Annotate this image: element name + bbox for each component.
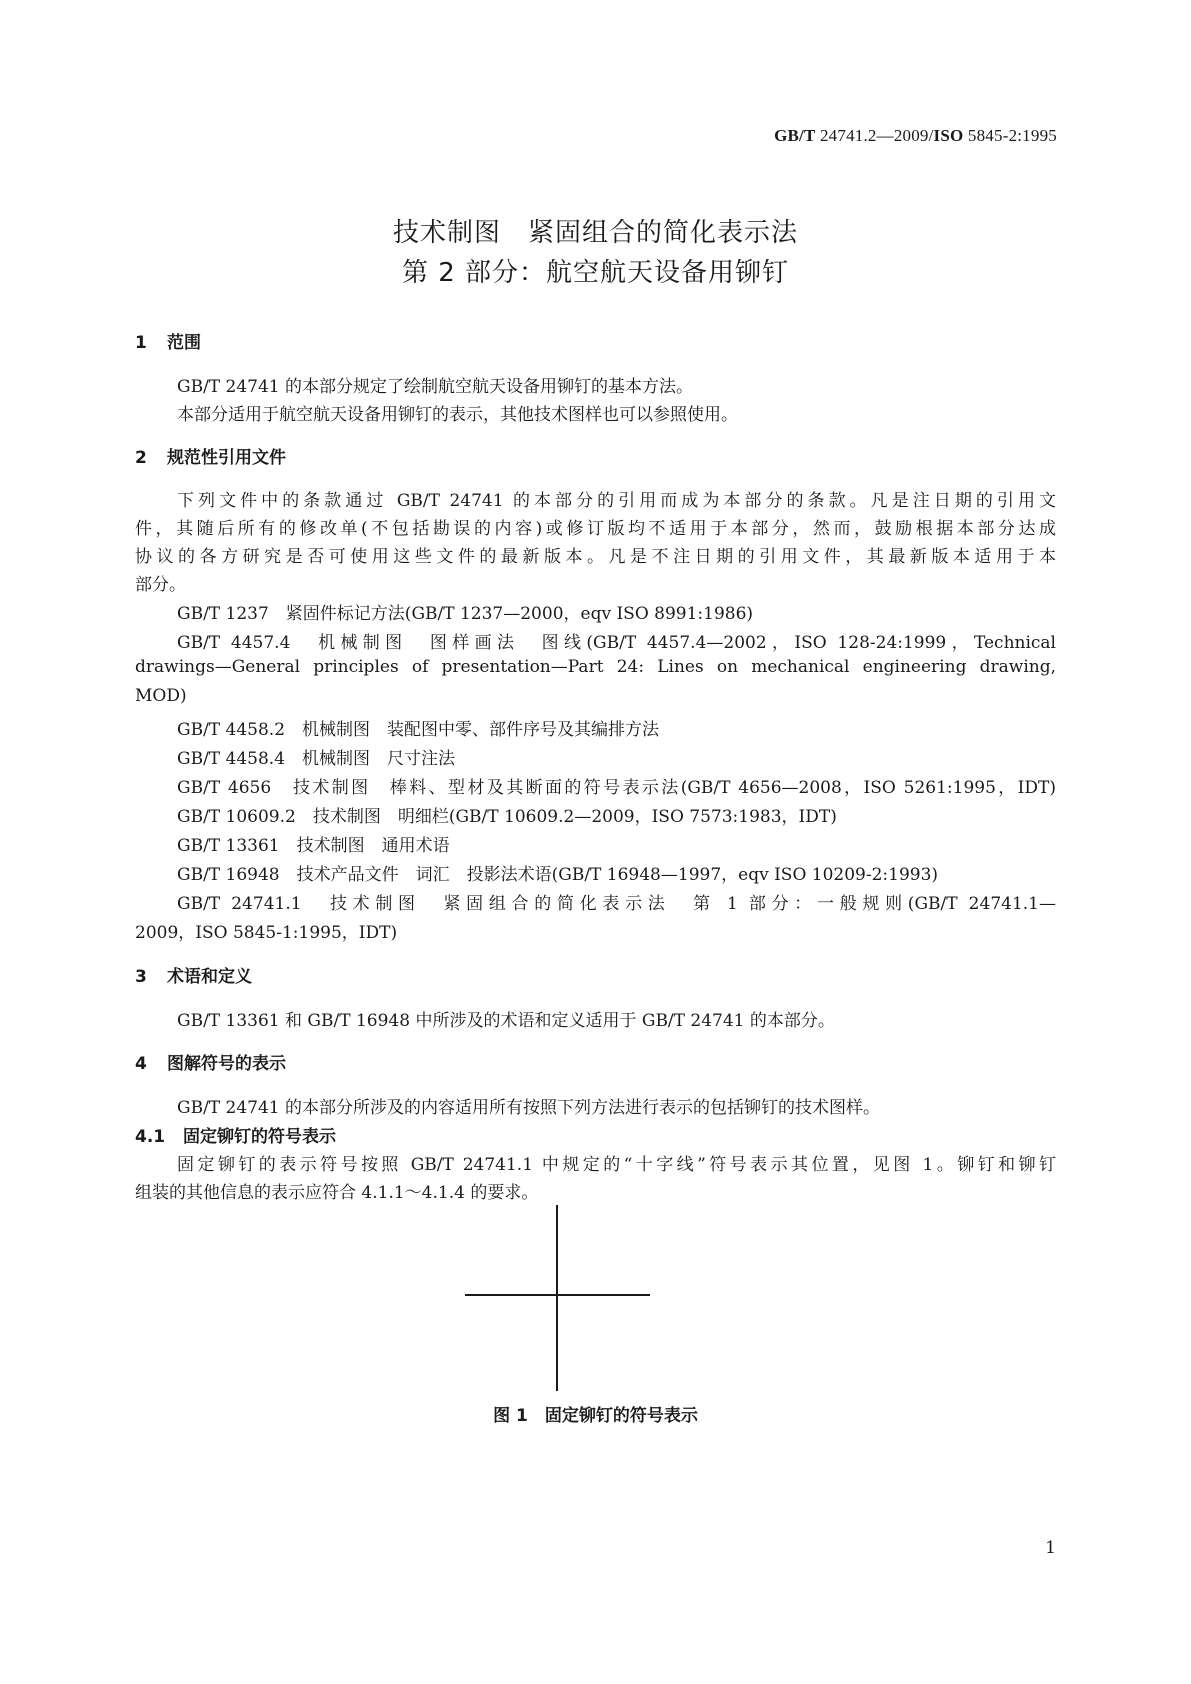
reference-item-continuation: drawings—General principles of presentation—Part 24: Lines on mechanical engineering drawing, — [135, 657, 1056, 677]
reference-item: GB/T 4656 技术制图 棒料、型材及其断面的符号表示法(GB/T 4656—2008，ISO 5261:1995，IDT) — [177, 778, 1056, 798]
reference-item-continuation: 2009，ISO 5845-1:1995，IDT) — [135, 923, 398, 943]
figure-1-caption: 图 1 固定铆钉的符号表示 — [493, 1406, 698, 1426]
section-4-paragraph: GB/T 24741 的本部分所涉及的内容适用所有按照下列方法进行表示的包括铆钉的技术图样。 — [177, 1098, 881, 1118]
section-3-paragraph: GB/T 13361 和 GB/T 16948 中所涉及的术语和定义适用于 GB/T 24741 的本部分。 — [177, 1011, 835, 1031]
subsection-4-1-heading: 4.1 固定铆钉的符号表示 — [135, 1127, 336, 1147]
section-2-intro-line-2: 件，其随后所有的修改单(不包括勘误的内容)或修订版均不适用于本部分，然而，鼓励根据本部分达成 — [135, 519, 1056, 539]
section-1-paragraph-1: GB/T 24741 的本部分规定了绘制航空航天设备用铆钉的基本方法。 — [177, 377, 694, 397]
reference-item: GB/T 24741.1 技术制图 紧固组合的简化表示法 第 1 部分：一般规则(GB/T 24741.1— — [177, 894, 1056, 914]
subsection-4-1-paragraph-line-1: 固定铆钉的表示符号按照 GB/T 24741.1 中规定的“十字线”符号表示其位置，见图 1。铆钉和铆钉 — [177, 1155, 1056, 1175]
section-2-intro-line-1: 下列文件中的条款通过 GB/T 24741 的本部分的引用而成为本部分的条款。凡是注日期的引用文 — [177, 491, 1056, 511]
reference-item-continuation: MOD) — [135, 686, 187, 706]
reference-item: GB/T 4458.4 机械制图 尺寸注法 — [177, 749, 456, 769]
reference-item: GB/T 16948 技术产品文件 词汇 投影法术语(GB/T 16948—1997，eqv ISO 10209-2:1993) — [177, 865, 939, 885]
subsection-4-1-paragraph-line-2: 组装的其他信息的表示应符合 4.1.1～4.1.4 的要求。 — [135, 1183, 539, 1203]
section-4-heading: 4 图解符号的表示 — [135, 1054, 286, 1074]
figure-1-crosshair-symbol — [460, 1205, 660, 1395]
document-title-line2: 第 2 部分：航空航天设备用铆钉 — [401, 258, 790, 288]
section-1-paragraph-2: 本部分适用于航空航天设备用铆钉的表示，其他技术图样也可以参照使用。 — [177, 405, 738, 425]
reference-item: GB/T 1237 紧固件标记方法(GB/T 1237—2000，eqv ISO 8991:1986) — [177, 604, 754, 624]
reference-item: GB/T 4458.2 机械制图 装配图中零、部件序号及其编排方法 — [177, 720, 660, 740]
section-2-intro-line-3: 协议的各方研究是否可使用这些文件的最新版本。凡是不注日期的引用文件，其最新版本适用于本 — [135, 547, 1056, 567]
reference-item: GB/T 4457.4 机械制图 图样画法 图线(GB/T 4457.4—2002，ISO 128-24:1999，Technical — [177, 633, 1056, 653]
standard-code: GB/T 24741.2—2009/ISO 5845-2:1995 — [774, 126, 1057, 145]
reference-item: GB/T 10609.2 技术制图 明细栏(GB/T 10609.2—2009，ISO 7573:1983，IDT) — [177, 807, 837, 827]
page-number: 1 — [1045, 1538, 1056, 1558]
section-1-heading: 1 范围 — [135, 333, 201, 353]
section-3-heading: 3 术语和定义 — [135, 967, 252, 987]
section-2-intro-line-4: 部分。 — [135, 575, 186, 595]
document-title-line1: 技术制图 紧固组合的简化表示法 — [392, 218, 798, 248]
reference-item: GB/T 13361 技术制图 通用术语 — [177, 836, 450, 856]
section-2-heading: 2 规范性引用文件 — [135, 448, 286, 468]
